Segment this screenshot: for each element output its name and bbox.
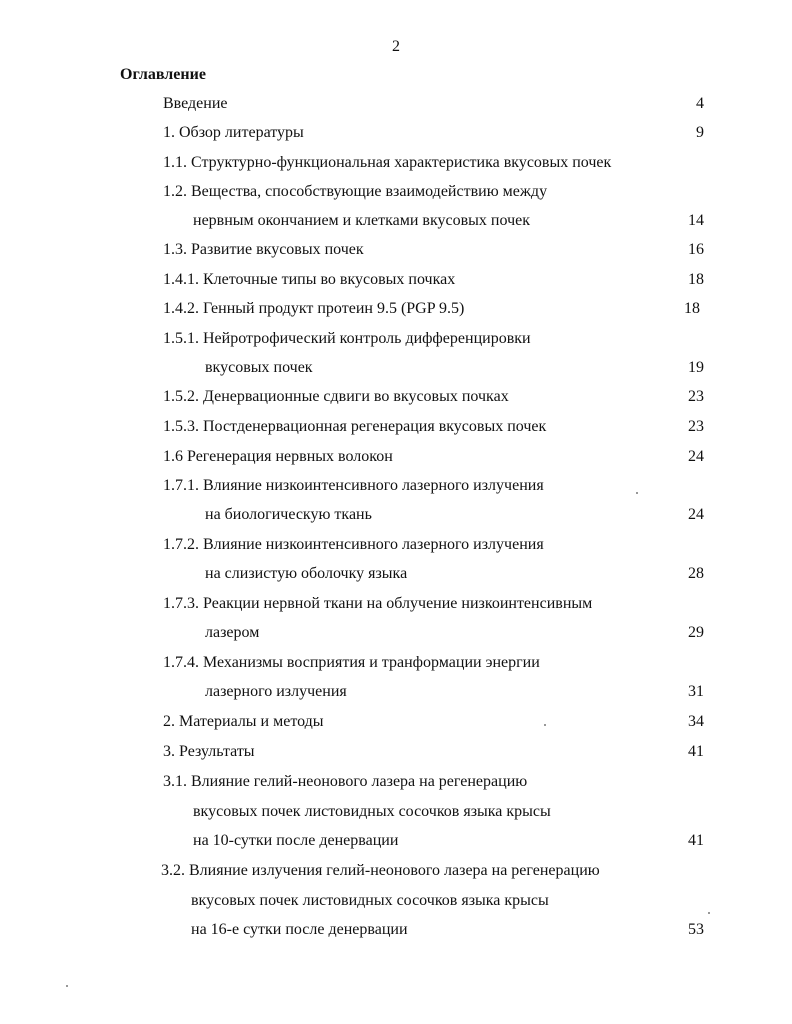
toc-entry-page: 24 [688,448,704,465]
toc-entry [0,357,792,379]
toc-entry-page: 16 [688,241,704,258]
toc-entry-text: 1.5.2. Денервационные сдвиги во вкусовых почках [163,388,509,405]
toc-entry [0,386,792,408]
toc-entry-text: 1.6 Регенерация нервных волокон [163,448,393,465]
toc-entry [0,446,792,468]
toc-entry-text: 3. Результаты [163,743,255,760]
toc-entry [0,711,792,733]
scan-speck [544,724,546,726]
toc-entry-page: 31 [688,683,704,700]
page-number: 2 [392,38,400,55]
toc-entry [0,681,792,703]
toc-entry-text: лазером [205,624,260,641]
toc-entry-text: на 10-сутки после денервации [193,832,399,849]
toc-entry-text: 1.4.1. Клеточные типы во вкусовых почках [163,271,456,288]
toc-entry-text: 1.7.4. Механизмы восприятия и транформации энергии [163,654,540,671]
toc-entry [0,122,792,144]
toc-entry-text: лазерного излучения [205,683,347,700]
toc-entry [0,741,792,763]
toc-entry-page: 9 [696,124,704,141]
toc-entry [0,152,792,174]
toc-entry [0,298,792,320]
toc-entry [0,504,792,526]
toc-entry [0,416,792,438]
toc-entry-text: 1.5.3. Постденервационная регенерация вкусовых почек [163,418,547,435]
toc-entry-page: 53 [688,921,704,938]
toc-entry [0,475,792,497]
toc-entry-page: 23 [688,418,704,435]
toc-entry-page: 41 [688,743,704,760]
toc-entry [0,860,792,882]
toc-entry-text: вкусовых почек листовидных сосочков языка крысы [191,892,549,909]
toc-entry-text: вкусовых почек листовидных сосочков языка крысы [193,803,551,820]
toc-entry [0,593,792,615]
toc-entry [0,181,792,203]
toc-entry-text: 1.7.1. Влияние низкоинтенсивного лазерного излучения [163,477,544,494]
toc-entry [0,801,792,823]
toc-entry-page: 19 [688,359,704,376]
toc-entry [0,563,792,585]
toc-entry-text: на биологическую ткань [205,506,372,523]
toc-entry-page: 29 [688,624,704,641]
toc-entry [0,210,792,232]
toc-entry-text: нервным окончанием и клетками вкусовых почек [193,212,530,229]
toc-entry-text: 1.7.2. Влияние низкоинтенсивного лазерного излучения [163,536,544,553]
toc-entry-page: 23 [688,388,704,405]
toc-title: Оглавление [120,66,206,83]
toc-entry-page: 34 [688,713,704,730]
toc-entry-page: 41 [688,832,704,849]
toc-entry-text: 1.7.3. Реакции нервной ткани на облучение низкоинтенсивным [163,595,593,612]
toc-entry-text: 1.2. Вещества, способствующие взаимодействию между [163,183,548,200]
toc-entry [0,93,792,115]
toc-entry [0,269,792,291]
toc-entry-text: на слизистую оболочку языка [205,565,408,582]
toc-entry-text: 3.1. Влияние гелий-неонового лазера на регенерацию [163,773,528,790]
toc-entry-text: 2. Материалы и методы [163,713,324,730]
toc-entry [0,239,792,261]
toc-entry-page: 28 [688,565,704,582]
toc-entry [0,890,792,912]
toc-entry [0,534,792,556]
toc-entry-page: 4 [696,95,704,112]
toc-entry-text: 3.2. Влияние излучения гелий-неонового лазера на регенерацию [161,862,600,879]
toc-entry-text: 1.1. Структурно-функциональная характеристика вкусовых почек [163,154,612,171]
toc-entry-text: 1.5.1. Нейротрофический контроль дифференцировки [163,330,531,347]
scan-speck [66,985,68,987]
toc-entry-text: 1. Обзор литературы [163,124,304,141]
toc-entry-page: 24 [688,506,704,523]
toc-entry-text: 1.4.2. Генный продукт протеин 9.5 (PGP 9.5) [163,300,465,317]
toc-entry [0,652,792,674]
toc-entry-text: Введение [163,95,228,112]
toc-entry [0,919,792,941]
toc-entry-text: на 16-е сутки после денервации [191,921,408,938]
toc-entry [0,830,792,852]
toc-entry-page: 18 [688,271,704,288]
scan-speck [708,912,710,914]
toc-entry [0,622,792,644]
toc-entry-text: вкусовых почек [205,359,313,376]
toc-entry-page: 14 [688,212,704,229]
toc-entry-page: 18 [684,300,700,317]
toc-entry-text: 1.3. Развитие вкусовых почек [163,241,364,258]
toc-entry [0,328,792,350]
toc-entry [0,771,792,793]
scan-speck [636,492,638,494]
